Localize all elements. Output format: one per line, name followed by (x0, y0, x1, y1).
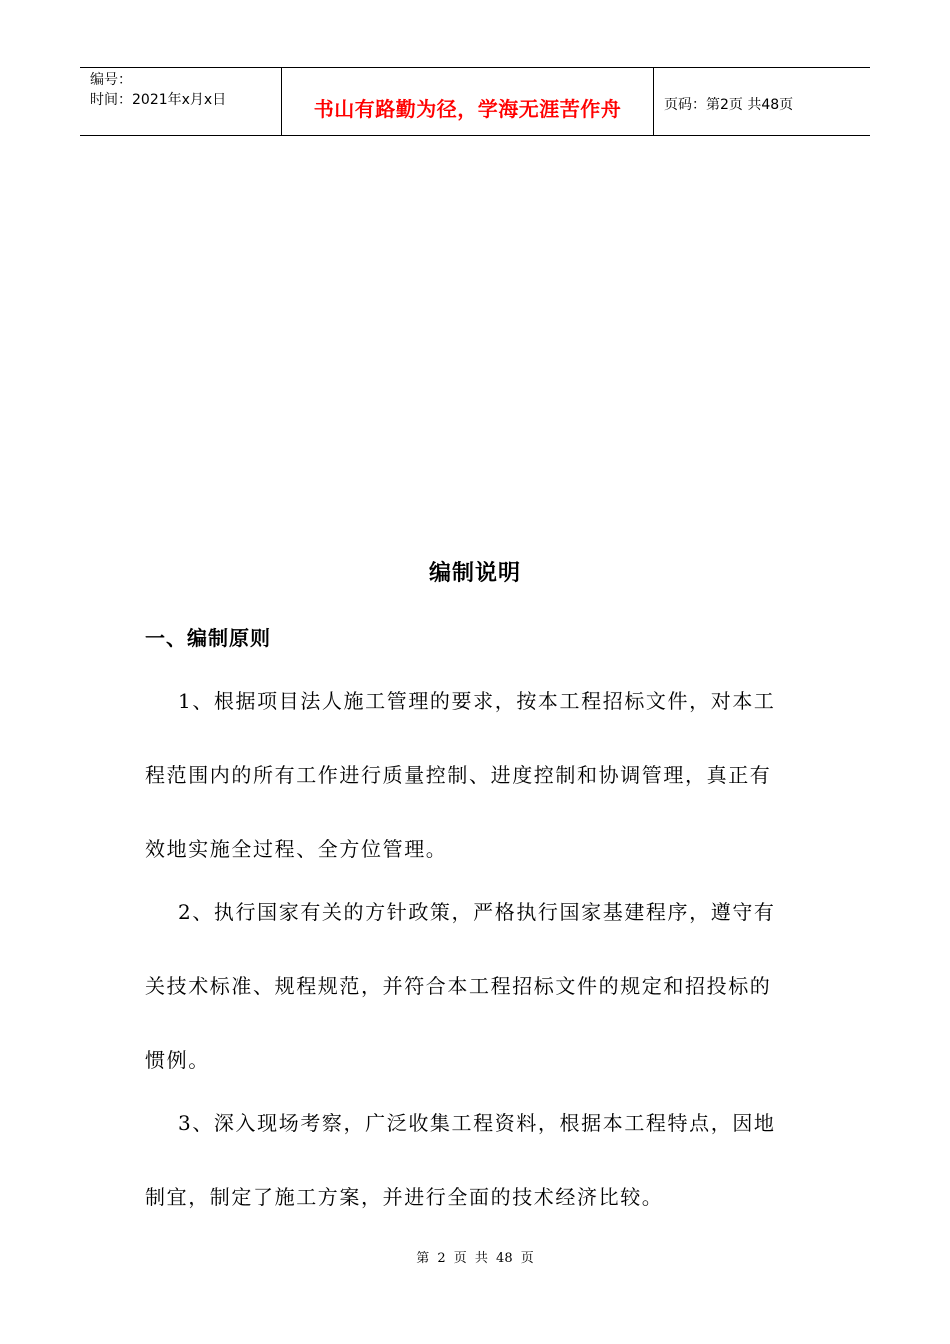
header-page-info: 页码：第2页 共48页 (664, 97, 794, 113)
document-date-label: 时间：2021年x月x日 (90, 92, 227, 108)
page-header (80, 67, 870, 136)
body-line-1: 1、根据项目法人施工管理的要求，按本工程招标文件，对本工 (178, 689, 776, 713)
document-number-label: 编号： (90, 72, 132, 88)
header-motto-cell (281, 68, 654, 135)
section-heading: 一、编制原则 (145, 626, 271, 650)
body-line-7: 3、深入现场考察，广泛收集工程资料，根据本工程特点，因地 (178, 1111, 776, 1135)
body-line-2: 程范围内的所有工作进行质量控制、进度控制和协调管理，真正有 (145, 763, 772, 787)
body-line-5: 关技术标准、规程规范，并符合本工程招标文件的规定和招投标的 (145, 974, 772, 998)
body-line-8: 制宜，制定了施工方案，并进行全面的技术经济比较。 (145, 1185, 664, 1209)
body-line-3: 效地实施全过程、全方位管理。 (145, 837, 448, 861)
header-motto: 书山有路勤为径，学海无涯苦作舟 (313, 97, 622, 121)
body-line-6: 惯例。 (145, 1048, 210, 1072)
header-page-cell (654, 68, 870, 135)
page-footer: 第 2 页 共 48 页 (416, 1251, 534, 1266)
body-line-4: 2、执行国家有关的方针政策，严格执行国家基建程序，遵守有 (178, 900, 776, 924)
header-meta-cell (80, 68, 281, 135)
document-title: 编制说明 (428, 561, 521, 586)
